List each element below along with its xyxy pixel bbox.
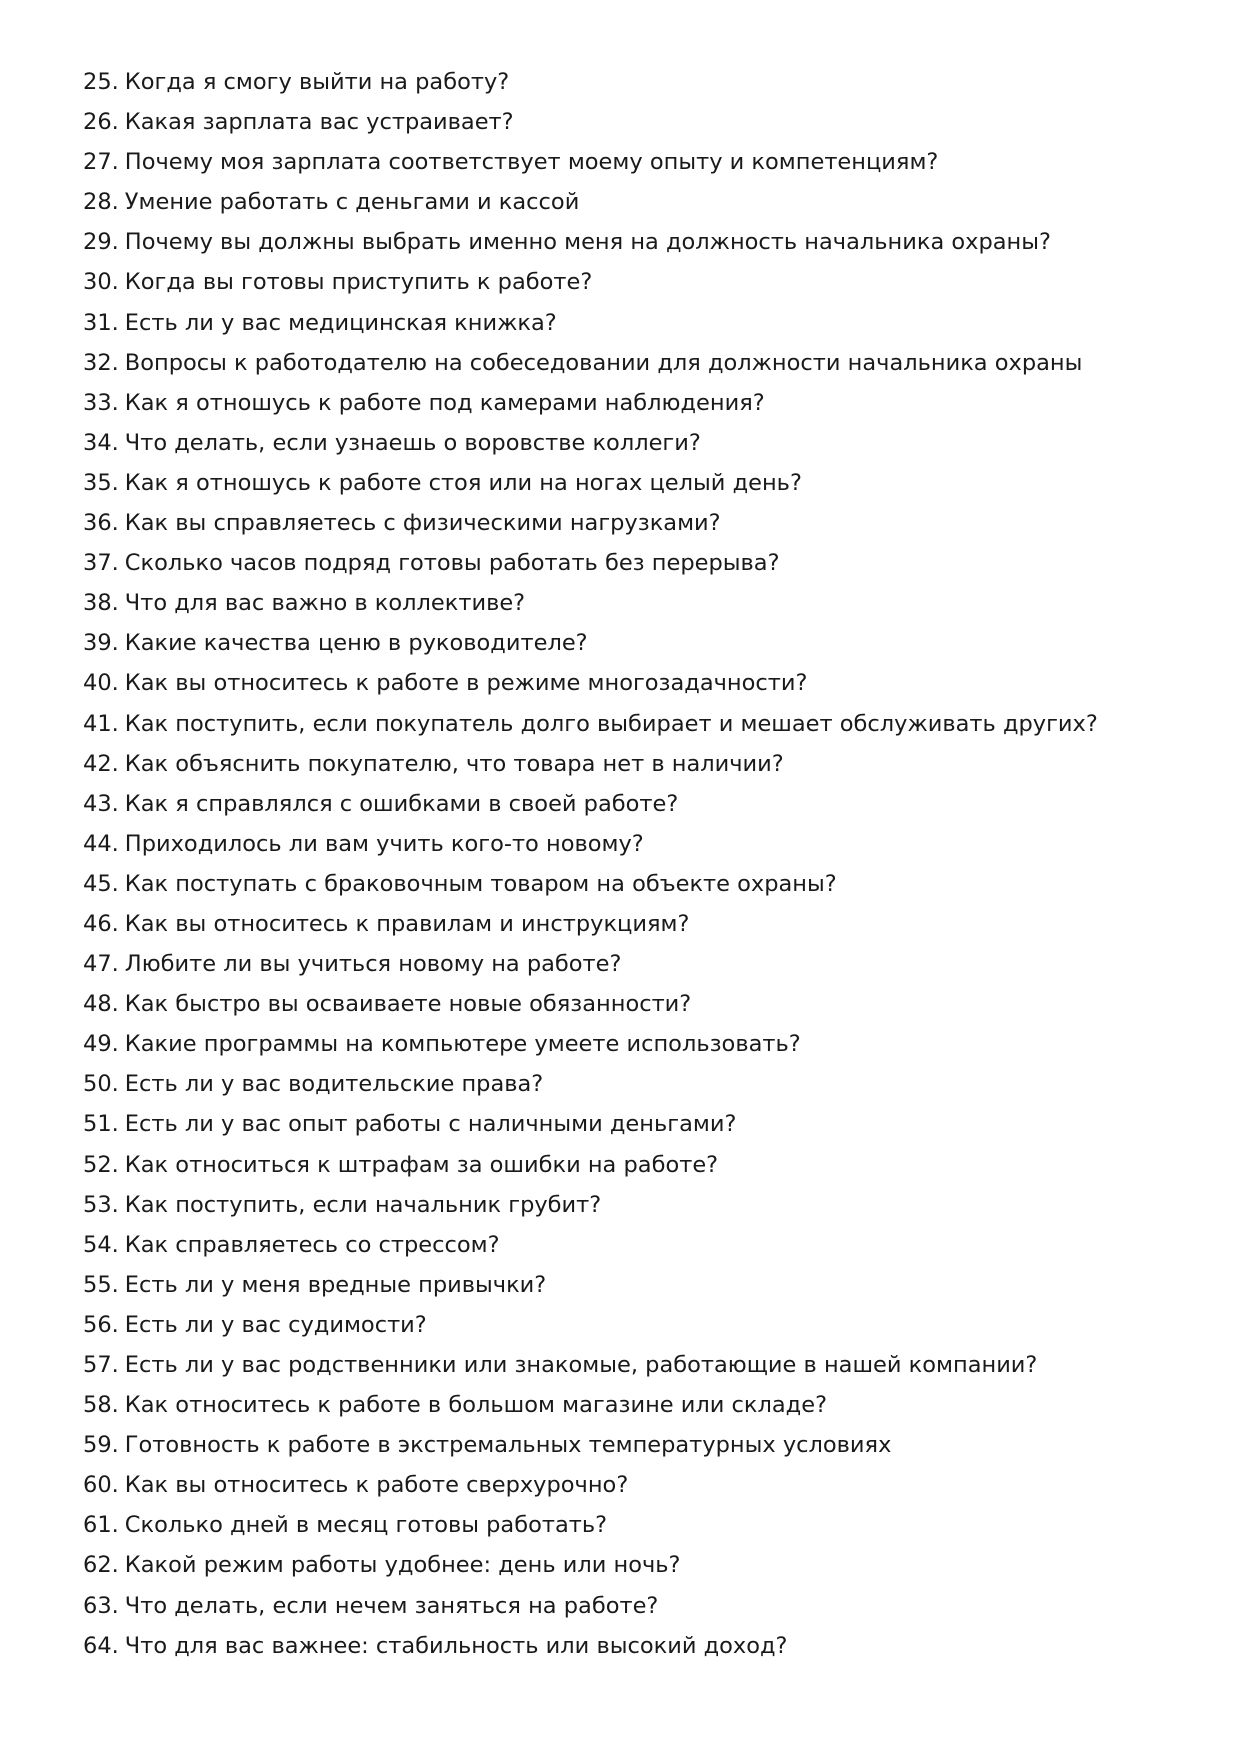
question-number: 50. — [83, 1071, 119, 1098]
question-text: Как быстро вы осваиваете новые обязанности? — [124, 991, 692, 1018]
question-number: 47. — [83, 951, 119, 978]
question-text: Как поступить, если покупатель долго выбирает и мешает обслуживать других? — [124, 710, 1098, 737]
question-number: 64. — [83, 1632, 119, 1659]
question-number: 61. — [83, 1512, 119, 1539]
question-text: Как поступать с браковочным товаром на объекте охраны? — [124, 870, 837, 897]
question-item — [83, 1586, 1183, 1626]
question-number: 54. — [83, 1231, 119, 1258]
question-number: 36. — [83, 510, 119, 537]
question-item — [83, 784, 1183, 824]
question-number: 52. — [83, 1151, 119, 1178]
question-item — [83, 864, 1183, 904]
question-item — [83, 744, 1183, 784]
question-number: 28. — [83, 189, 119, 216]
question-text: Как вы относитесь к работе сверхурочно? — [124, 1472, 629, 1499]
question-number: 56. — [83, 1311, 119, 1338]
question-number: 30. — [83, 269, 119, 296]
question-item — [83, 503, 1183, 543]
question-item — [83, 1305, 1183, 1345]
question-item — [83, 262, 1183, 302]
question-number: 34. — [83, 429, 119, 456]
question-text: Когда я смогу выйти на работу? — [124, 69, 510, 95]
question-text: Как я отношусь к работе стоя или на ногах целый день? — [124, 469, 802, 496]
question-text: Когда вы готовы приступить к работе? — [124, 269, 593, 296]
question-text: Как относитесь к работе в большом магазине или складе? — [124, 1392, 828, 1419]
question-text: Вопросы к работодателю на собеседовании для должности начальника охраны — [124, 349, 1083, 376]
question-number: 44. — [83, 830, 119, 857]
question-number: 40. — [83, 670, 119, 697]
question-text: Как вы относитесь к работе в режиме многозадачности? — [124, 670, 808, 697]
question-number: 31. — [83, 309, 119, 336]
question-number: 38. — [83, 590, 119, 617]
question-text: Что делать, если нечем заняться на работе? — [124, 1592, 659, 1619]
question-text: Сколько дней в месяц готовы работать? — [124, 1512, 608, 1539]
question-text: Какие программы на компьютере умеете использовать? — [124, 1031, 801, 1058]
question-item — [83, 1145, 1183, 1185]
question-text: Какая зарплата вас устраивает? — [124, 109, 514, 136]
question-text: Как поступить, если начальник грубит? — [124, 1191, 602, 1218]
question-text: Умение работать с деньгами и кассой — [124, 189, 580, 216]
question-number: 53. — [83, 1191, 119, 1218]
question-text: Готовность к работе в экстремальных температурных условиях — [124, 1432, 892, 1459]
question-item — [83, 343, 1183, 383]
question-text: Приходилось ли вам учить кого-то новому? — [124, 830, 644, 857]
question-item — [83, 543, 1183, 583]
question-item — [83, 423, 1183, 463]
question-number: 25. — [83, 69, 119, 95]
question-number: 26. — [83, 109, 119, 136]
question-item — [83, 1345, 1183, 1385]
question-item — [83, 1225, 1183, 1265]
question-item — [83, 303, 1183, 343]
question-number: 63. — [83, 1592, 119, 1619]
question-number: 58. — [83, 1392, 119, 1419]
question-text: Почему моя зарплата соответствует моему опыту и компетенциям? — [124, 149, 939, 176]
question-number: 45. — [83, 870, 119, 897]
question-text: Как вы справляетесь с физическими нагрузками? — [124, 510, 721, 537]
question-text: Какой режим работы удобнее: день или ночь? — [124, 1552, 681, 1579]
question-item — [83, 663, 1183, 703]
question-text: Какие качества ценю в руководителе? — [124, 630, 588, 657]
question-number: 51. — [83, 1111, 119, 1138]
question-number: 49. — [83, 1031, 119, 1058]
question-text: Есть ли у вас судимости? — [124, 1311, 427, 1338]
question-text: Есть ли у вас родственники или знакомые, работающие в нашей компании? — [124, 1352, 1038, 1378]
question-text: Что для вас важно в коллективе? — [124, 590, 526, 617]
question-number: 41. — [83, 710, 119, 737]
question-item — [83, 1626, 1183, 1666]
question-item — [83, 1024, 1183, 1064]
question-number: 43. — [83, 790, 119, 817]
question-item — [83, 1385, 1183, 1425]
question-text: Есть ли у вас водительские права? — [124, 1071, 544, 1098]
question-item — [83, 182, 1183, 222]
question-number: 37. — [83, 550, 119, 577]
question-item — [83, 623, 1183, 663]
question-number: 42. — [83, 750, 119, 777]
question-text: Почему вы должны выбрать именно меня на должность начальника охраны? — [124, 229, 1051, 256]
question-number: 48. — [83, 991, 119, 1018]
question-text: Есть ли у меня вредные привычки? — [124, 1271, 547, 1298]
question-item — [83, 222, 1183, 262]
question-text: Есть ли у вас опыт работы с наличными деньгами? — [124, 1111, 737, 1138]
question-item — [83, 824, 1183, 864]
question-item — [83, 944, 1183, 984]
question-number: 59. — [83, 1432, 119, 1459]
question-item — [83, 383, 1183, 423]
question-item — [83, 1104, 1183, 1144]
question-text: Сколько часов подряд готовы работать без перерыва? — [124, 550, 780, 577]
question-number: 33. — [83, 389, 119, 416]
question-text: Есть ли у вас медицинская книжка? — [124, 309, 557, 336]
question-number: 39. — [83, 630, 119, 657]
question-item — [83, 102, 1183, 142]
question-item — [83, 1425, 1183, 1465]
question-item — [83, 583, 1183, 623]
question-number: 32. — [83, 349, 119, 376]
question-item — [83, 142, 1183, 182]
question-item — [83, 62, 1183, 102]
question-text: Любите ли вы учиться новому на работе? — [124, 951, 622, 978]
question-number: 57. — [83, 1352, 119, 1378]
question-number: 55. — [83, 1271, 119, 1298]
question-item — [83, 704, 1183, 744]
question-text: Как вы относитесь к правилам и инструкциям? — [124, 910, 690, 937]
question-text: Что делать, если узнаешь о воровстве коллеги? — [124, 429, 701, 456]
question-number: 29. — [83, 229, 119, 256]
question-text: Как объяснить покупателю, что товара нет в наличии? — [124, 750, 784, 777]
question-list — [83, 62, 1183, 1666]
question-item — [83, 1064, 1183, 1104]
question-number: 60. — [83, 1472, 119, 1499]
question-item — [83, 1265, 1183, 1305]
question-text: Как справляетесь со стрессом? — [124, 1231, 500, 1258]
question-item — [83, 1465, 1183, 1505]
question-text: Что для вас важнее: стабильность или высокий доход? — [124, 1632, 788, 1659]
question-text: Как я отношусь к работе под камерами наблюдения? — [124, 389, 765, 416]
question-item — [83, 1505, 1183, 1545]
question-number: 35. — [83, 469, 119, 496]
question-number: 46. — [83, 910, 119, 937]
question-number: 62. — [83, 1552, 119, 1579]
question-text: Как я справлялся с ошибками в своей работе? — [124, 790, 679, 817]
question-item — [83, 463, 1183, 503]
question-number: 27. — [83, 149, 119, 176]
question-item — [83, 984, 1183, 1024]
question-item — [83, 1545, 1183, 1585]
question-item — [83, 1185, 1183, 1225]
question-text: Как относиться к штрафам за ошибки на работе? — [124, 1151, 719, 1178]
question-item — [83, 904, 1183, 944]
